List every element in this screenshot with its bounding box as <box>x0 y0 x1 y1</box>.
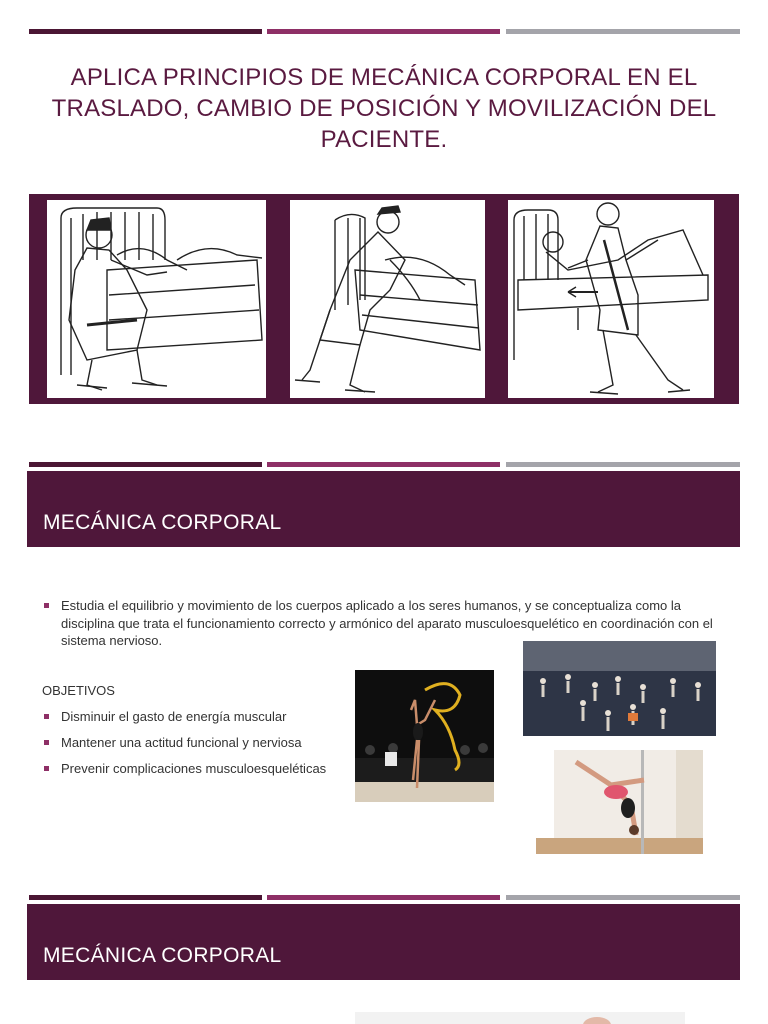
nurse-pulling-illustration <box>508 200 714 398</box>
illustration-band <box>29 194 739 404</box>
description-text: Estudia el equilibrio y movimiento de los cuerpos aplicado a los seres humanos, y se conceptualiza como la disciplina que trata el funcionamiento correcto y armónico del aparato musculoesquelético en coordinación con el sistema nervioso. <box>61 598 713 648</box>
objectives-heading: OBJETIVOS <box>42 683 115 698</box>
divider-bars <box>29 895 740 900</box>
dance-class-photo <box>523 641 716 736</box>
divider-bars <box>29 462 740 467</box>
nurse-bending-illustration <box>290 200 485 398</box>
objective-item: Mantener una actitud funcional y nerviosa <box>61 735 302 750</box>
bullet-marker <box>44 766 49 771</box>
section-header-title: MECÁNICA CORPORAL <box>43 944 282 967</box>
divider-bars <box>29 29 740 34</box>
bullet-marker <box>44 714 49 719</box>
section-header <box>27 904 740 980</box>
slide-title: APLICA PRINCIPIOS DE MECÁNICA CORPORAL EN EL TRASLADO, CAMBIO DE POSICIÓN Y MOVILIZACIÓN DEL PACIENTE. <box>51 64 717 153</box>
partial-image <box>355 1012 685 1024</box>
objective-item: Disminuir el gasto de energía muscular <box>61 709 287 724</box>
objective-item: Prevenir complicaciones musculoesqueléticas <box>61 761 327 776</box>
pole-dancer-photo <box>536 750 703 854</box>
gymnast-ribbon-photo <box>355 670 494 802</box>
section-header-title: MECÁNICA CORPORAL <box>43 511 282 534</box>
nurse-kneeling-illustration <box>47 200 266 398</box>
bullet-marker <box>44 603 49 608</box>
section-header <box>27 471 740 547</box>
bullet-marker <box>44 740 49 745</box>
